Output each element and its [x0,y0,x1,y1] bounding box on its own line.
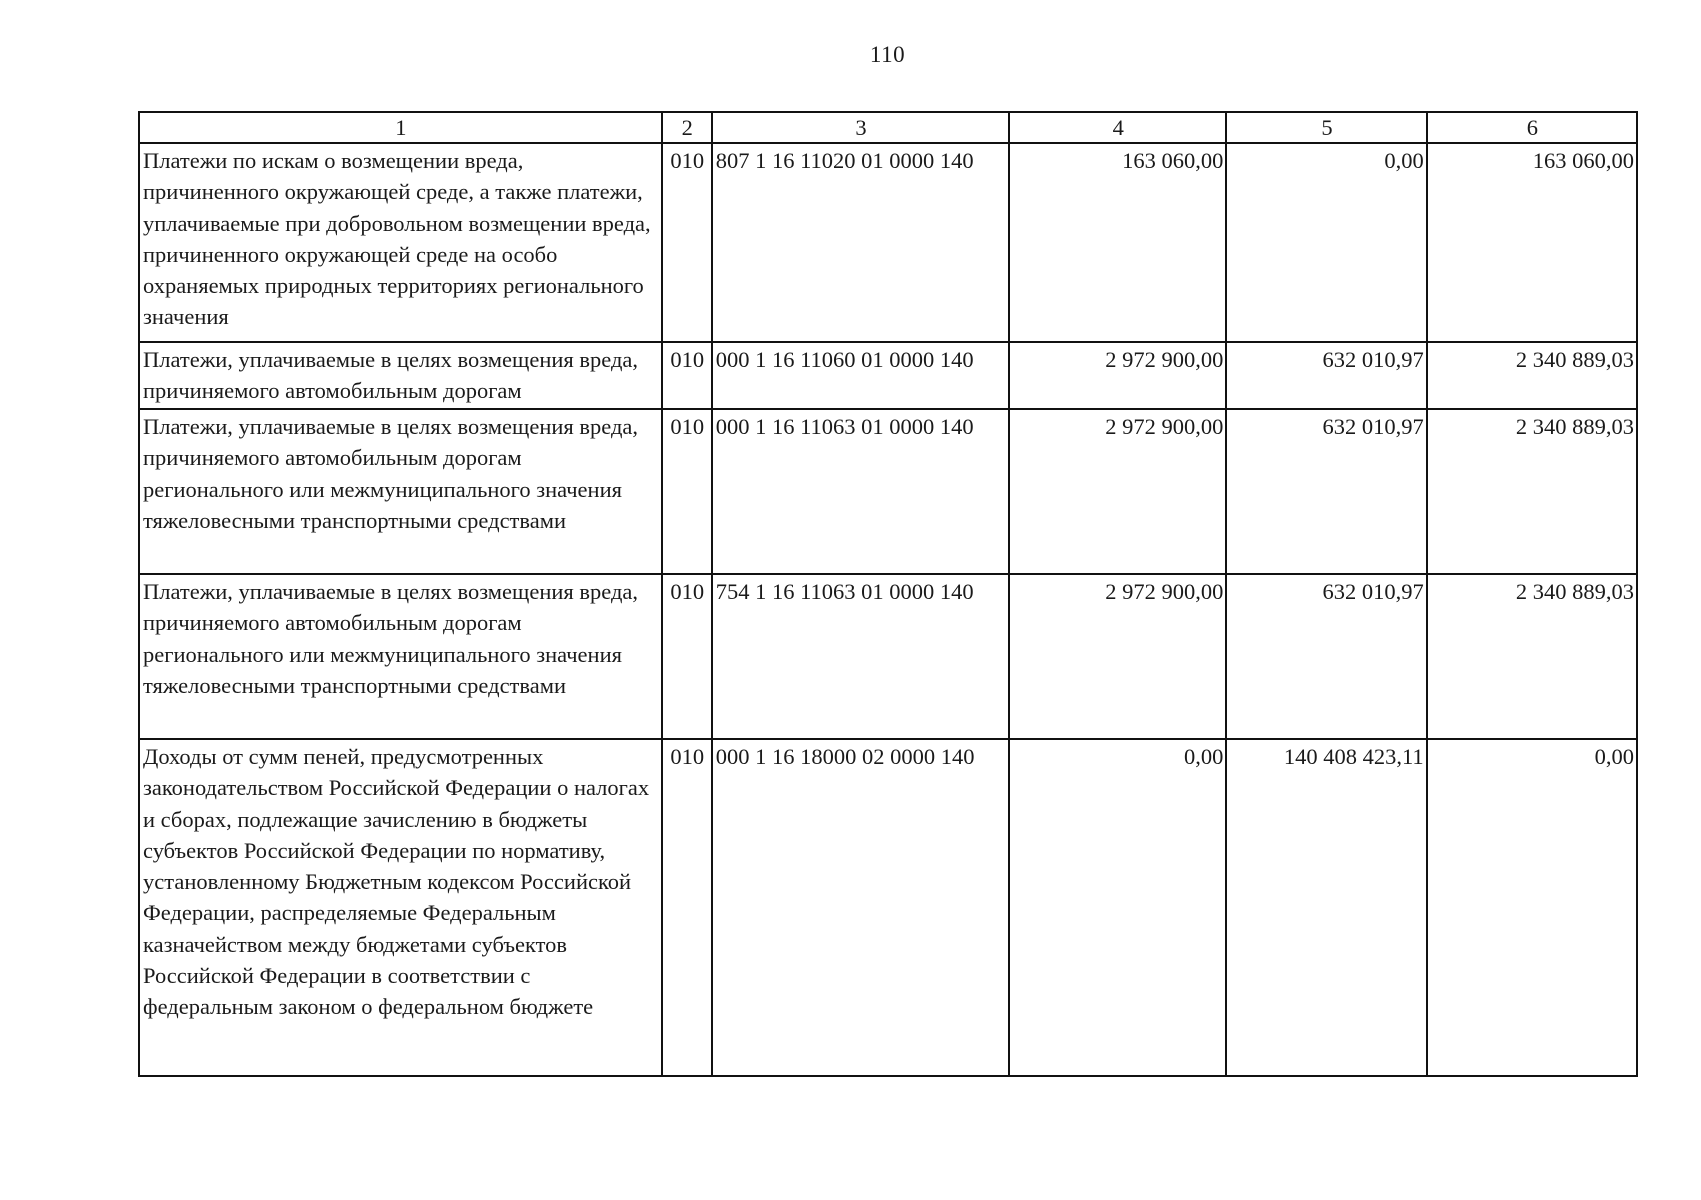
table-header-row [139,112,1637,143]
row-col6-cell: 2 340 889,03 [1427,574,1637,739]
row-line-code-cell: 010 [662,574,712,739]
row-budget-code-cell: 754 1 16 11063 01 0000 140 [712,574,1009,739]
row-name-cell: Платежи по искам о возмещении вреда, причиненного окружающей среде, а также платежи, уплачиваемые при добровольном возмещении вреда, причиненного окружающей среде на особо охраняемых природных территориях регионального значения [139,143,662,342]
row-budget-code-cell: 000 1 16 11063 01 0000 140 [712,409,1009,574]
row-col5-cell: 632 010,97 [1226,574,1426,739]
row-col4-cell: 163 060,00 [1009,143,1226,342]
row-line-code-cell: 010 [662,739,712,1076]
row-name-cell: Платежи, уплачиваемые в целях возмещения вреда, причиняемого автомобильным дорогам регионального или межмуниципального значения тяжеловесными транспортными средствами [139,409,662,574]
column-header-3: 3 [712,112,1009,143]
page-number: 110 [869,42,906,67]
table-row [139,574,1637,739]
row-line-code-cell: 010 [662,143,712,342]
row-line-code-cell: 010 [662,409,712,574]
row-name-cell: Платежи, уплачиваемые в целях возмещения вреда, причиняемого автомобильным дорогам [139,342,662,409]
row-col4-cell: 0,00 [1009,739,1226,1076]
row-col4-cell: 2 972 900,00 [1009,574,1226,739]
column-header-2: 2 [662,112,712,143]
row-col5-cell: 0,00 [1226,143,1426,342]
column-header-1: 1 [139,112,662,143]
row-name-cell: Платежи, уплачиваемые в целях возмещения вреда, причиняемого автомобильным дорогам регионального или межмуниципального значения тяжеловесными транспортными средствами [139,574,662,739]
budget-table [138,111,1638,1077]
row-line-code-cell: 010 [662,342,712,409]
row-col6-cell: 0,00 [1427,739,1637,1076]
row-col5-cell: 632 010,97 [1226,409,1426,574]
column-header-4: 4 [1009,112,1226,143]
row-col6-cell: 2 340 889,03 [1427,342,1637,409]
table-row [139,342,1637,409]
row-budget-code-cell: 000 1 16 18000 02 0000 140 [712,739,1009,1076]
row-col5-cell: 140 408 423,11 [1226,739,1426,1076]
row-budget-code-cell: 807 1 16 11020 01 0000 140 [712,143,1009,342]
table-row [139,739,1637,1076]
table-row [139,409,1637,574]
column-header-5: 5 [1226,112,1426,143]
row-budget-code-cell: 000 1 16 11060 01 0000 140 [712,342,1009,409]
column-header-6: 6 [1427,112,1637,143]
table-row [139,143,1637,342]
row-col6-cell: 163 060,00 [1427,143,1637,342]
row-name-cell: Доходы от сумм пеней, предусмотренных законодательством Российской Федерации о налогах и сборах, подлежащие зачислению в бюджеты субъектов Российской Федерации по нормативу, установленному Бюджетным кодексом Российской Федерации, распределяемые Федеральным казначейством между бюджетами субъектов Российской Федерации в соответствии с федеральным законом о федеральном бюджете [139,739,662,1076]
row-col4-cell: 2 972 900,00 [1009,342,1226,409]
row-col5-cell: 632 010,97 [1226,342,1426,409]
row-col6-cell: 2 340 889,03 [1427,409,1637,574]
row-col4-cell: 2 972 900,00 [1009,409,1226,574]
